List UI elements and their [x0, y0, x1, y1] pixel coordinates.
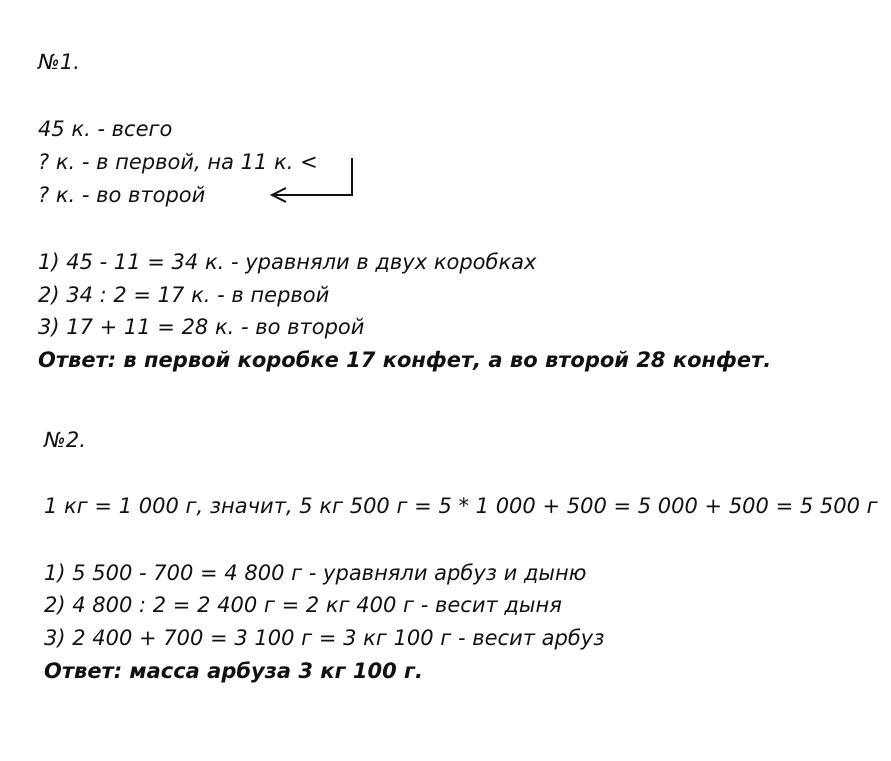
problem1-step-2: 2) 34 : 2 = 17 к. - в первой — [38, 283, 330, 307]
problem2-step-1: 1) 5 500 - 700 = 4 800 г - уравняли арбуз и дыню — [44, 561, 587, 585]
problem2-conversion: 1 кг = 1 000 г, значит, 5 кг 500 г = 5 * 1 000 + 500 = 5 000 + 500 = 5 500 г — [44, 494, 878, 518]
problem2-step-3: 3) 2 400 + 700 = 3 100 г = 3 кг 100 г - весит арбуз — [44, 626, 605, 650]
problem1-step-3: 3) 17 + 11 = 28 к. - во второй — [38, 315, 365, 339]
problem1-number: №1. — [38, 50, 80, 74]
problem2-answer: Ответ: масса арбуза 3 кг 100 г. — [44, 659, 423, 683]
problem1-given-total: 45 к. - всего — [38, 117, 173, 141]
problem1-given-second: ? к. - во второй — [38, 183, 206, 207]
problem2-number: №2. — [44, 428, 86, 452]
problem2-step-2: 2) 4 800 : 2 = 2 400 г = 2 кг 400 г - весит дыня — [44, 593, 562, 617]
problem1-answer: Ответ: в первой коробке 17 конфет, а во второй 28 конфет. — [38, 348, 772, 372]
problem1-given-first: ? к. - в первой, на 11 к. < — [38, 150, 318, 174]
problem1-step-1: 1) 45 - 11 = 34 к. - уравняли в двух коробках — [38, 250, 537, 274]
